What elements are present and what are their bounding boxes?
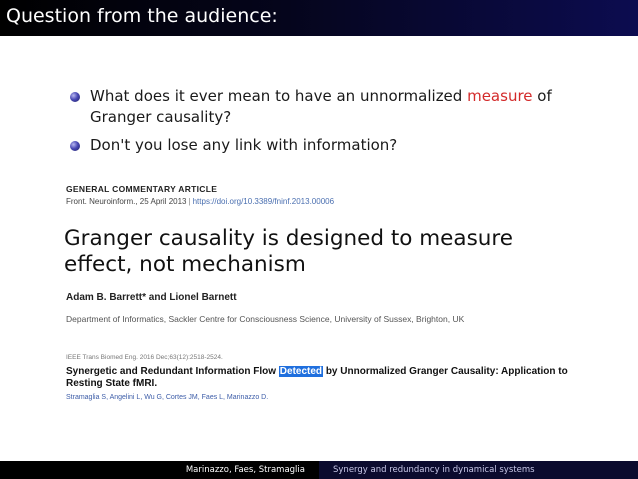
highlighted-word: measure xyxy=(467,87,533,105)
bullet-ball-icon xyxy=(70,141,80,151)
article-affiliation: Department of Informatics, Sackler Centre for Consciousness Science, University of Sussex, Brighton, UK xyxy=(66,314,465,324)
highlighted-word: Detected xyxy=(279,366,323,377)
article-journal-line xyxy=(66,197,334,206)
paper2-authors: Stramaglia S, Angelini L, Wu G, Cortes JM, Faes L, Marinazzo D. xyxy=(66,394,269,401)
paper2-title-post: by Unnormalized Granger Causality: Application to xyxy=(323,366,568,377)
bullet-text: Don't you lose any link with information? xyxy=(90,136,398,154)
article-title-line: effect, not mechanism xyxy=(64,252,306,277)
bullet-text-pre: What does it ever mean to have an unnormalized xyxy=(90,87,468,105)
article-title xyxy=(64,226,544,278)
footer xyxy=(0,461,638,479)
article-journal: Front. Neuroinform., 25 April 2013 xyxy=(66,197,187,206)
slide-title: Question from the audience: xyxy=(6,5,278,27)
footer-authors: Marinazzo, Faes, Stramaglia xyxy=(0,461,319,479)
article-doi-link[interactable]: https://doi.org/10.3389/fninf.2013.00006 xyxy=(192,197,335,206)
paper2-title-line xyxy=(66,366,566,378)
paper2-title-pre: Synergetic and Redundant Information Flow xyxy=(66,366,279,377)
article-title-line: Granger causality is designed to measure xyxy=(64,226,514,251)
separator: | xyxy=(188,197,191,206)
bullet-text-line2: Granger causality? xyxy=(90,108,232,126)
paper2-title xyxy=(66,366,566,390)
bullet-item xyxy=(70,135,600,156)
bullet-list xyxy=(70,86,600,156)
article-type-label: GENERAL COMMENTARY ARTICLE xyxy=(66,184,218,194)
bullet-ball-icon xyxy=(70,92,80,102)
footer-talk-title: Synergy and redundancy in dynamical systems xyxy=(319,461,638,479)
bullet-item xyxy=(70,86,600,128)
paper2-journal: IEEE Trans Biomed Eng. 2016 Dec;63(12):2518-2524. xyxy=(66,354,223,361)
bullet-text-post: of xyxy=(532,87,552,105)
paper2-title-line: Resting State fMRI. xyxy=(66,378,158,389)
title-bar xyxy=(0,0,638,36)
article-authors: Adam B. Barrett* and Lionel Barnett xyxy=(66,292,237,303)
